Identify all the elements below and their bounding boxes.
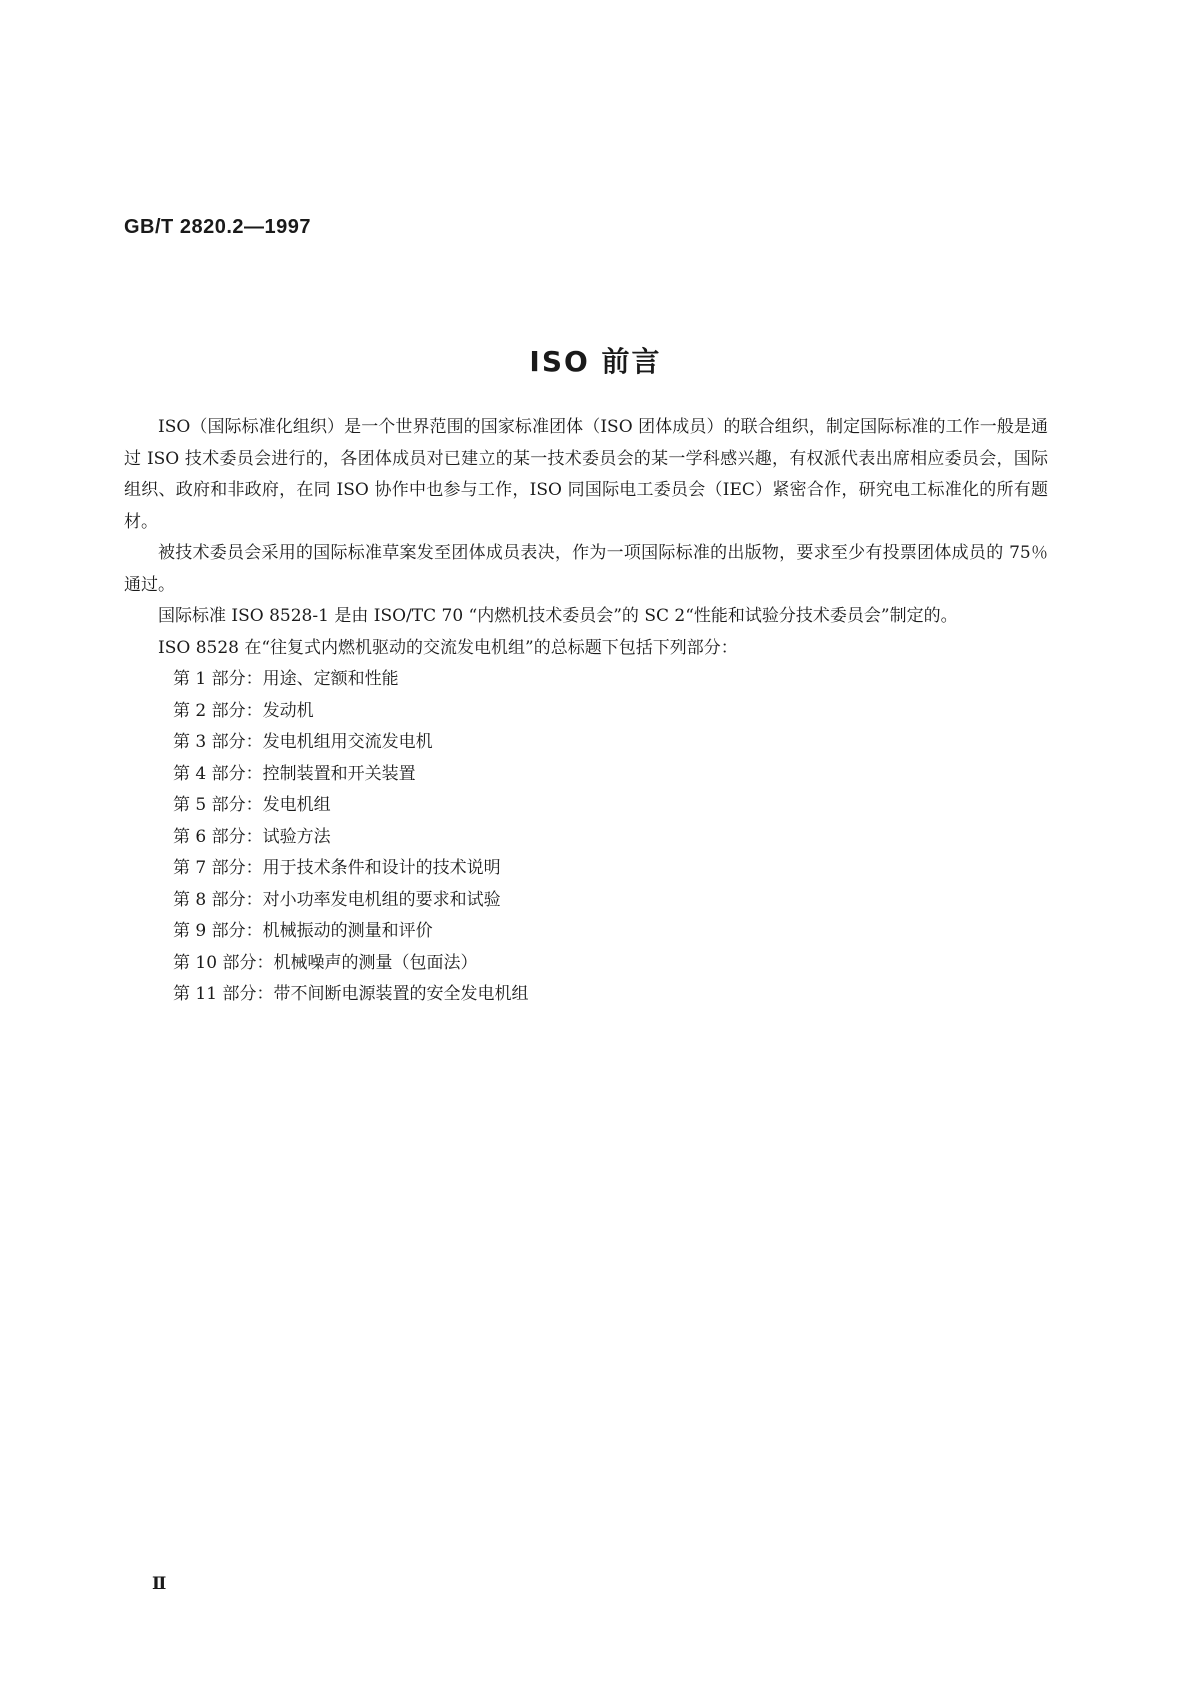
list-item: 第 3 部分：发电机组用交流发电机 bbox=[173, 732, 433, 752]
list-item: 第 8 部分：对小功率发电机组的要求和试验 bbox=[173, 889, 501, 910]
list-item: 第 6 部分：试验方法 bbox=[173, 826, 331, 847]
list-item: 第 11 部分：带不间断电源装置的安全发电机组 bbox=[173, 984, 529, 1004]
page-number: Ⅱ bbox=[152, 1574, 167, 1594]
list-item: 第 1 部分：用途、定额和性能 bbox=[173, 669, 399, 689]
foreword-body bbox=[124, 412, 1048, 1011]
paragraph-4: ISO 8528 在“往复式内燃机驱动的交流发电机组”的总标题下包括下列部分： bbox=[158, 637, 738, 658]
list-item: 第 4 部分：控制装置和开关装置 bbox=[173, 763, 416, 784]
paragraph-2: 被技术委员会采用的国际标准草案发至团体成员表决，作为一项国际标准的出版物，要求至少有投票团体成员的 75％通过。 bbox=[124, 543, 1048, 595]
list-item: 第 2 部分：发动机 bbox=[173, 700, 314, 721]
page-title: ISO 前言 bbox=[529, 345, 662, 378]
list-item: 第 10 部分：机械噪声的测量（包面法） bbox=[173, 952, 478, 973]
paragraph-3: 国际标准 ISO 8528-1 是由 ISO/TC 70 “内燃机技术委员会”的 SC 2“性能和试验分技术委员会”制定的。 bbox=[158, 606, 958, 626]
list-item: 第 7 部分：用于技术条件和设计的技术说明 bbox=[173, 858, 501, 878]
document-code: GB/T 2820.2—1997 bbox=[124, 216, 311, 238]
parts-list bbox=[124, 664, 1048, 1011]
list-item: 第 5 部分：发电机组 bbox=[173, 795, 331, 815]
list-item: 第 9 部分：机械振动的测量和评价 bbox=[173, 921, 433, 941]
paragraph-1: ISO（国际标准化组织）是一个世界范围的国家标准团体（ISO 团体成员）的联合组织，制定国际标准的工作一般是通过 ISO 技术委员会进行的，各团体成员对已建立的某一技术委员会的某一学科感兴趣，有权派代表出席相应委员会，国际组织、政府和非政府，在同 ISO 协作中也参与工作，ISO 同国际电工委员会（IEC）紧密合作，研究电工标准化的所有题材。 bbox=[124, 417, 1048, 532]
